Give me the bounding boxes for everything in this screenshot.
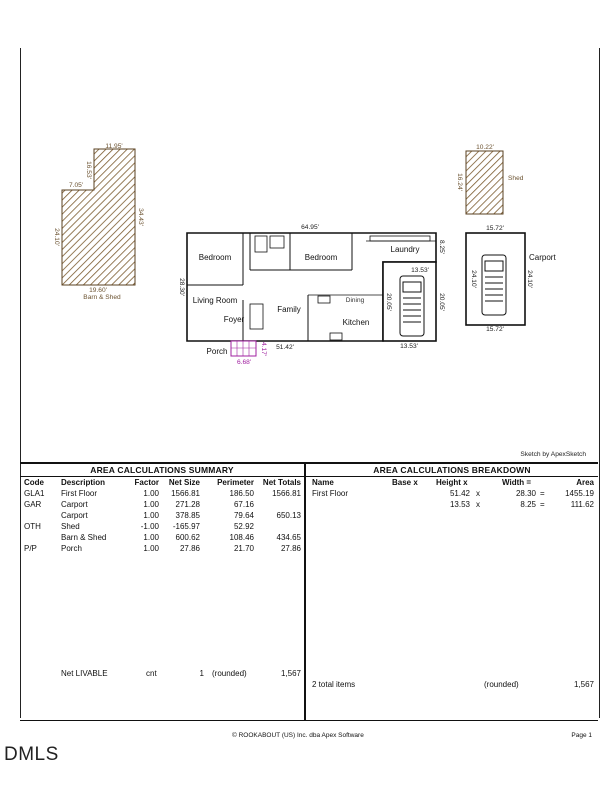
breakdown-panel: [306, 464, 598, 720]
summary-cell-net: 378.85: [175, 511, 200, 520]
room-laundry: Laundry: [390, 245, 420, 254]
carport-left-dim: 24.10': [470, 270, 477, 288]
house-bottom-dim: 51.42': [276, 344, 294, 351]
porch-label: Porch: [206, 347, 228, 356]
col-width: Width =: [502, 478, 532, 487]
summary-cell-net: 1566.81: [171, 489, 200, 498]
summary-cell-code: OTH: [24, 522, 41, 531]
summary-cell-code: GAR: [24, 500, 42, 509]
breakdown-row: [306, 488, 598, 499]
summary-cell-perim: 21.70: [233, 544, 254, 553]
summary-cell-perim: 67.16: [233, 500, 254, 509]
barn-left-dim: 24.10': [53, 228, 60, 246]
summary-cell-factor: 1.00: [143, 533, 159, 542]
barn-top-dim: 11.95': [105, 143, 123, 150]
shed-left-dim: 16.24': [456, 173, 463, 191]
barn-bottom-dim: 19.60': [89, 287, 107, 294]
summary-cell-net: 27.86: [179, 544, 200, 553]
carport-top-dim: 15.72': [486, 225, 504, 232]
house-top-dim: 64.95': [301, 224, 319, 231]
sketch-credit: Sketch by ApexSketch: [520, 451, 586, 458]
room-kitchen: Kitchen: [342, 318, 370, 327]
breakdown-cell-area: 111.62: [570, 500, 594, 509]
col-net-size: Net Size: [168, 478, 200, 487]
summary-row: [20, 488, 304, 499]
breakdown-title: AREA CALCULATIONS BREAKDOWN: [306, 464, 598, 477]
summary-cell-totals: 27.86: [280, 544, 301, 553]
summary-title: AREA CALCULATIONS SUMMARY: [20, 464, 304, 477]
room-living: Living Room: [192, 296, 238, 305]
net-livable-unit: cnt: [146, 669, 157, 678]
porch-height-dim: 4.17': [260, 341, 267, 357]
summary-cell-totals: 1566.81: [272, 489, 301, 498]
summary-cell-totals: 650.13: [276, 511, 301, 520]
garage-bottom-dim: 13.53': [400, 343, 418, 350]
col-factor: Factor: [134, 478, 159, 487]
mls-watermark-logo: DMLS: [4, 744, 59, 765]
garage-left-dim: 20.05': [385, 293, 392, 311]
total-items-label: 2 total items: [312, 680, 356, 689]
summary-row: [20, 499, 304, 510]
breakdown-cell-hx: x: [476, 489, 480, 498]
summary-cell-desc: Carport: [61, 500, 88, 509]
breakdown-total-value: 1,567: [573, 680, 594, 689]
summary-cell-perim: 79.64: [233, 511, 254, 520]
summary-cell-perim: 52.92: [233, 522, 254, 531]
carport-label: Carport: [529, 253, 556, 262]
summary-cell-code: P/P: [24, 544, 37, 553]
garage-right-dim: 20.05': [438, 293, 445, 311]
summary-cell-totals: 434.65: [276, 533, 301, 542]
area-calculations: [20, 462, 598, 721]
room-bedroom-2: Bedroom: [304, 253, 338, 262]
room-bedroom-1: Bedroom: [198, 253, 232, 262]
carport-structure: [466, 225, 556, 333]
summary-row: [20, 532, 304, 543]
house-right-top-dim: 8.25': [438, 239, 445, 255]
room-dining: Dining: [345, 297, 365, 304]
breakdown-rows: [306, 488, 598, 510]
room-foyer: Foyer: [223, 315, 245, 324]
barn-shed-label: Barn & Shed: [83, 294, 121, 301]
shed-label: Shed: [508, 175, 524, 182]
breakdown-cell-height: 51.42: [449, 489, 470, 498]
barn-shed-structure: [53, 143, 144, 301]
carport-bottom-dim: 15.72': [486, 326, 504, 333]
page-number: Page 1: [571, 732, 592, 739]
net-livable-rounded: (rounded): [212, 669, 247, 678]
shed-structure: [456, 144, 524, 214]
summary-cell-desc: Porch: [61, 544, 82, 553]
breakdown-cell-width: 28.30: [515, 489, 536, 498]
barn-right-dim: 34.43': [137, 208, 144, 226]
summary-cell-desc: Shed: [61, 522, 80, 531]
breakdown-cell-width: 8.25: [520, 500, 536, 509]
summary-cell-factor: 1.00: [143, 489, 159, 498]
garage-top-dim: 13.53': [411, 267, 429, 274]
net-livable-value: 1,567: [280, 669, 301, 678]
summary-cell-net: 600.62: [175, 533, 200, 542]
barn-left-upper-dim: 16.53': [85, 161, 92, 179]
col-perimeter: Perimeter: [217, 478, 254, 487]
col-code: Code: [24, 478, 44, 487]
summary-cell-factor: 1.00: [143, 511, 159, 520]
col-area: Area: [576, 478, 594, 487]
carport-right-dim: 24.10': [526, 270, 533, 288]
summary-cell-factor: -1.00: [140, 522, 159, 531]
summary-cell-desc: Carport: [61, 511, 88, 520]
summary-panel: [20, 464, 306, 720]
summary-cell-factor: 1.00: [143, 544, 159, 553]
summary-cell-net: -165.97: [172, 522, 200, 531]
net-livable-row: [20, 668, 304, 679]
breakdown-row: [306, 499, 598, 510]
summary-row: [20, 510, 304, 521]
breakdown-cell-eq: =: [540, 500, 545, 509]
shed-top-dim: 10.22': [476, 144, 494, 151]
house-left-dim: 28.30': [178, 278, 185, 296]
breakdown-cell-area: 1455.19: [565, 489, 594, 498]
breakdown-cell-hx: x: [476, 500, 480, 509]
room-family: Family: [277, 305, 301, 314]
porch-structure: [207, 341, 267, 366]
summary-cell-desc: Barn & Shed: [61, 533, 107, 542]
breakdown-cell-name: First Floor: [312, 489, 348, 498]
summary-header: [20, 477, 304, 488]
col-base: Base x: [392, 478, 418, 487]
summary-cell-net: 271.28: [175, 500, 200, 509]
net-livable-count: 1: [199, 669, 204, 678]
copyright-footer: © ROOKABOUT (US) Inc. dba Apex Software: [232, 732, 364, 739]
summary-cell-code: GLA1: [24, 489, 45, 498]
breakdown-header: [306, 477, 598, 488]
breakdown-total-row: [306, 679, 598, 690]
summary-rows: [20, 488, 304, 554]
summary-cell-perim: 108.46: [229, 533, 254, 542]
breakdown-cell-height: 13.53: [449, 500, 470, 509]
col-description: Description: [61, 478, 106, 487]
breakdown-cell-eq: =: [540, 489, 545, 498]
summary-row: [20, 521, 304, 532]
col-name: Name: [312, 478, 334, 487]
col-net-totals: Net Totals: [262, 478, 301, 487]
net-livable-label: Net LIVABLE: [61, 669, 108, 678]
porch-width-dim: 6.68': [236, 359, 252, 366]
summary-cell-perim: 186.50: [229, 489, 254, 498]
summary-cell-factor: 1.00: [143, 500, 159, 509]
col-height: Height x: [436, 478, 468, 487]
summary-cell-desc: First Floor: [61, 489, 97, 498]
summary-row: [20, 543, 304, 554]
breakdown-rounded: (rounded): [484, 680, 519, 689]
barn-notch-dim: 7.05': [68, 182, 84, 189]
